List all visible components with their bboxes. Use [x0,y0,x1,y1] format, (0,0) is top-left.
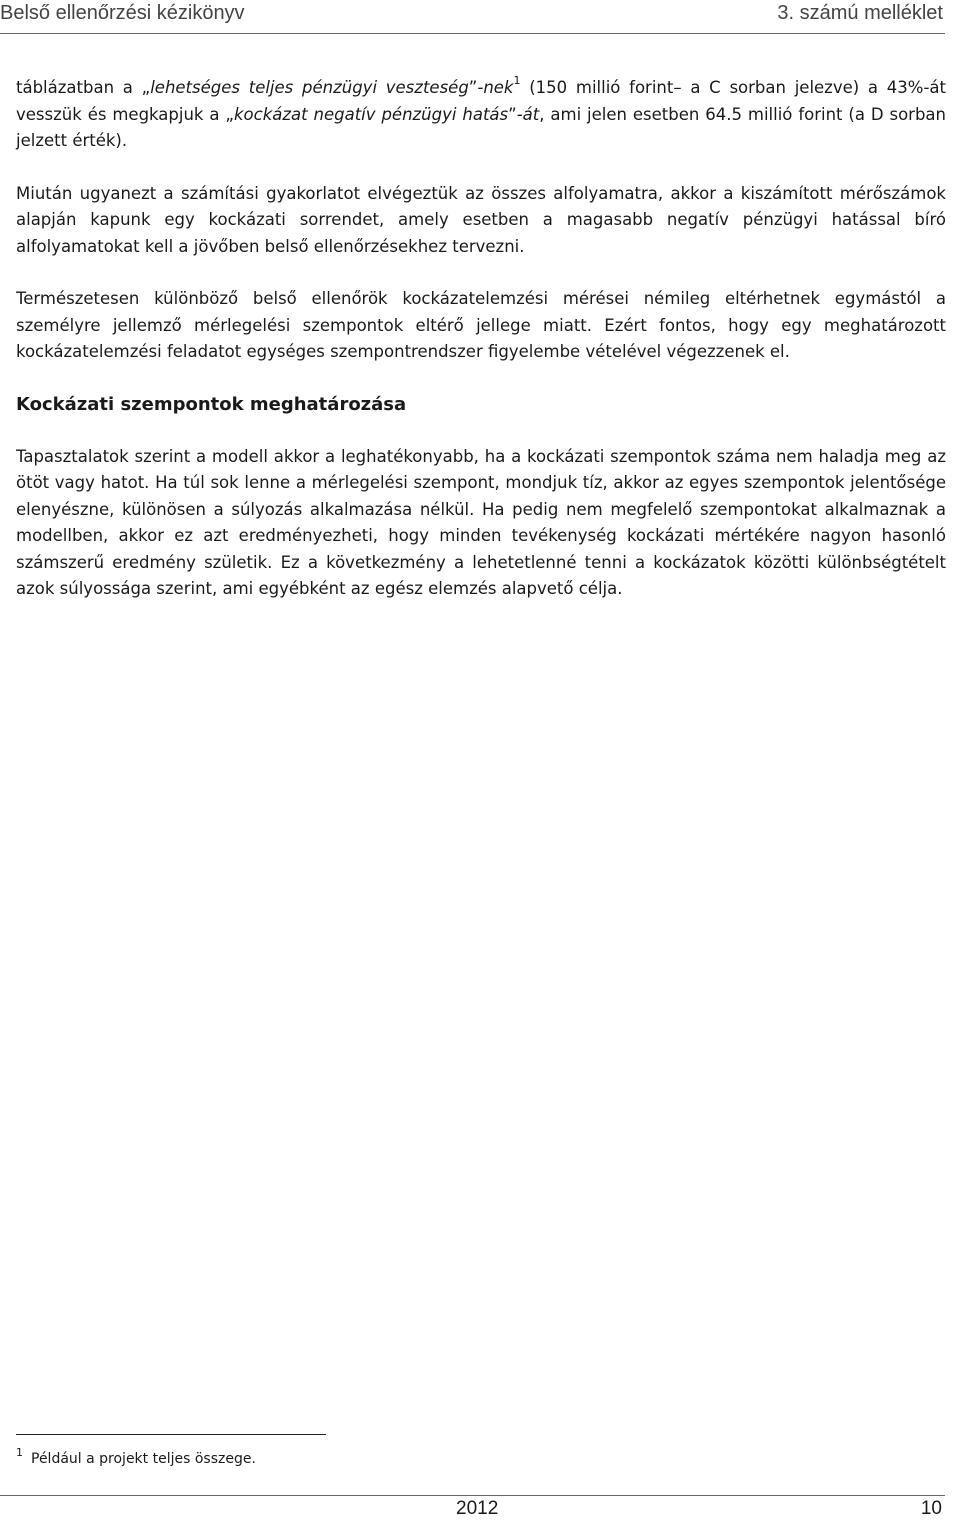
document-title: Belső ellenőrzési kézikönyv [0,2,245,24]
footnote-mark: 1 [16,1446,23,1459]
page-body [16,75,946,603]
page-number: 10 [920,1498,942,1519]
paragraph-auditor-differences: Természetesen különböző belső ellenőrök kockázatelemzési mérései némileg eltérhetnek egymástól a személyre jellemző mérlegelési szempontok eltérő jellege miatt. Ezért fontos, hogy egy meghatározott kockázatelemzési feladatot egységes szempontrendszer figyelembe vételével végezzenek el. [16,289,946,361]
paragraph-risk-ranking: Miután ugyanezt a számítási gyakorlatot elvégeztük az összes alfolyamatra, akkor a kiszámított mérőszámok alapján kapunk egy kockázati sorrendet, amely esetben a magasabb negatív pénzügyi hatással bíró alfolyamatokat kell a jövőben belső ellenőrzésekhez tervezni. [16,183,946,256]
footer-divider [0,1495,945,1496]
annex-label: 3. számú melléklet [777,2,943,24]
page-header [0,0,960,32]
footer-year: 2012 [456,1498,499,1519]
term-negative-impact: kockázat negatív pénzügyi hatás [233,104,509,124]
footnote [16,1448,256,1471]
footnote-text: Például a projekt teljes összege. [31,1451,256,1467]
page-footer [0,1498,960,1518]
header-divider [0,33,945,34]
paragraph-risk-criteria: Tapasztalatok szerint a modell akkor a leghatékonyabb, ha a kockázati szempontok száma nem haladja meg az ötöt vagy hatot. Ha túl sok lenne a mérlegelési szempont, mondjuk tíz, akkor az egyes szempontok jelentősége elenyészne, különösen a súlyozás alkalmazása nélkül. Ha pedig nem megfelelő szempontokat alkalmaznak a modellben, akkor ez azt eredményezheti, hogy minden tevékenység kockázati mértékére nagyon hasonló számszerű eredmény születik. Ez a következmény a lehetetlenné tenni a kockázatok közötti különbségtételt azok súlyossága szerint, ami egyébként az egész elemzés alapvető célja. [16,446,946,598]
term-potential-loss: lehetséges teljes pénzügyi veszteség [150,78,469,97]
paragraph-loss-calculation: táblázatban a „lehetséges teljes pénzügyi veszteség”-nek$^1$ (150 millió forint– a C sorban jelezve) a 43%-át vesszük és megkapjuk a „kockázat negatív pénzügyi hatás”-át, ami jelen esetben 64.5 millió forint (a D sorban jelzett érték). [16,73,947,150]
footnote-ref[interactable]: 1 [513,73,521,87]
section-heading: Kockázati szempontok meghatározása [16,393,407,415]
footnote-divider [16,1434,326,1435]
